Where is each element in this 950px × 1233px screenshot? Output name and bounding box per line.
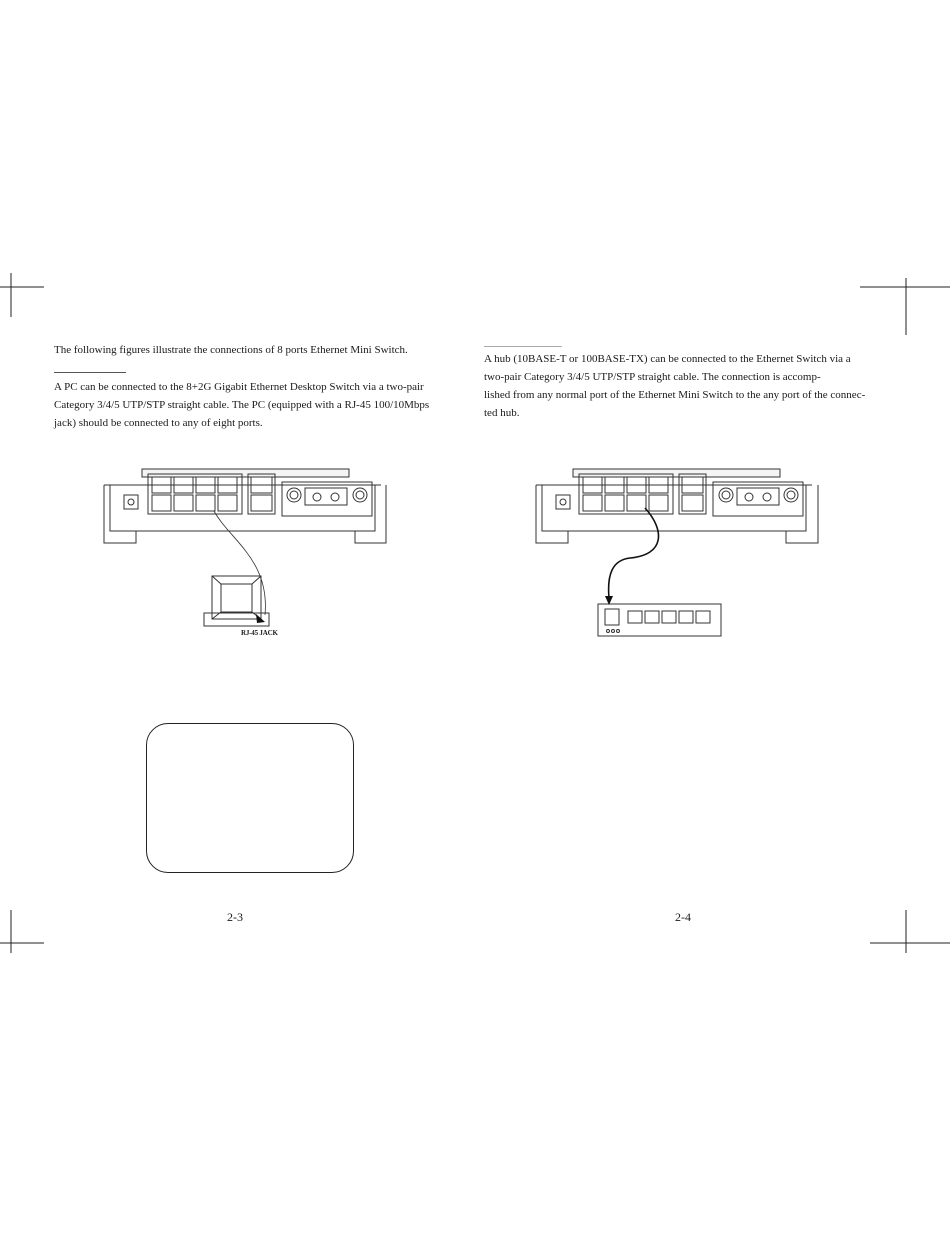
right-paragraph-line: ted hub. <box>484 407 520 419</box>
left-paragraph-line: A PC can be connected to the 8+2G Gigabit Ethernet Desktop Switch via a two-pair <box>54 381 424 393</box>
left-intro-text: The following figures illustrate the connections of 8 ports Ethernet Mini Switch. <box>54 344 408 356</box>
right-page-number: 2-4 <box>675 910 691 924</box>
rj45-jack-label: RJ-45 JACK <box>241 629 278 637</box>
right-paragraph-line: lished from any normal port of the Ethernet Mini Switch to the any port of the connec- <box>484 389 866 401</box>
right-switch-ports <box>583 477 668 511</box>
right-paragraph-line: two-pair Category 3/4/5 UTP/STP straight cable. The connection is accomp- <box>484 371 821 383</box>
left-paragraph-line: Category 3/4/5 UTP/STP straight cable. The PC (equipped with a RJ-45 100/10Mbps <box>54 399 430 411</box>
left-page-number: 2-3 <box>227 910 243 924</box>
right-paragraph-line: A hub (10BASE-T or 100BASE-TX) can be connected to the Ethernet Switch via a <box>484 353 851 365</box>
left-paragraph-line: jack) should be connected to any of eight ports. <box>54 417 263 429</box>
